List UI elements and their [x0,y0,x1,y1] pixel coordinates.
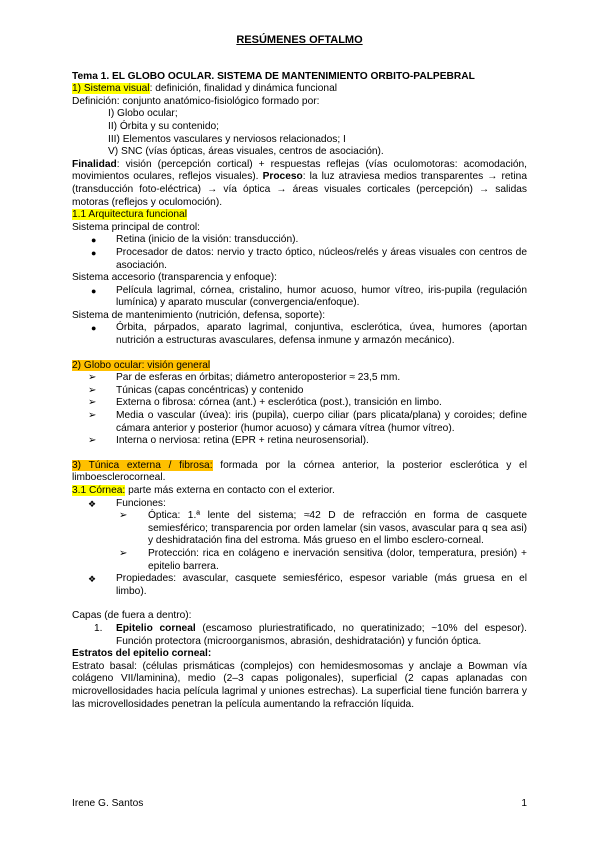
page-footer [72,798,527,809]
estratos-heading: Estratos del epitelio corneal: [72,648,212,660]
proceso-label: Proceso [262,171,303,183]
list-item: ➢ Protección: rica en colágeno e inervación sensitiva (dolor, temperatura, presión) + epitelio barrera. [72,548,527,573]
mantenimiento-label: Sistema de mantenimiento (nutrición, defensa, soporte): [72,309,326,321]
section-1-heading-rest: : definición, finalidad y dinámica funcional [149,83,338,95]
list-item: ➢ Media o vascular (úvea): iris (pupila), cuerpo ciliar (pars plicata/plana) y coroides; define cámara anterior y posterior (humor acuoso) y cámara vítrea (humor vítreo). [72,410,527,435]
definition-list [72,108,527,158]
section-1-1-highlight: 1.1 Arquitectura funcional [72,209,187,221]
topic-heading: Tema 1. EL GLOBO OCULAR. SISTEMA DE MANTENIMIENTO ORBITO-PALPEBRAL [72,70,475,82]
list-item: ● Procesador de datos: nervio y tracto óptico, núcleos/relés y áreas visuales con centros de asociación. [72,247,527,272]
section-1-heading [72,83,527,96]
section-3-heading-rest: formada por la córnea anterior, la posterior esclerótica y el limboesclerocorneal. [72,459,527,484]
section-1-1-heading [72,209,527,222]
finalidad-text: : visión (percepción cortical) + respuestas reflejas (vías oculomotoras: acomodación, movimientos oculares, reflejos visuales). [72,158,527,183]
item-bold: Epitelio corneal [116,622,196,634]
document-title: RESÚMENES OFTALMO [236,34,363,46]
list-item: ➢ Óptica: 1.ª lente del sistema; ≈42 D de refracción en forma de casquete semiesférico; transparencia por orden lamelar (sin vasos, avascular para q sea asi) y deshidratación fina del estroma. Más grueso en el limbo esclero-corneal. [72,510,527,548]
section-2-highlight: 2) Globo ocular: visión general [72,359,211,371]
list-item: ➢ Túnicas (capas concéntricas) y contenido [72,385,527,398]
finalidad-label: Finalidad [72,158,117,170]
document-page [72,34,527,711]
list-item: ➢ Interna o nerviosa: retina (EPR + retina neurosensorial). [72,435,527,448]
control-list [72,234,527,272]
list-item: ● Retina (inicio de la visión: transducción). [72,234,527,247]
definition-item: II) Órbita y su contenido; [108,120,219,132]
list-item: ➢ Externa o fibrosa: córnea (ant.) + esclerótica (post.), transición en limbo. [72,397,527,410]
list-item: ➢ Par de esferas en órbitas; diámetro anteroposterior ≈ 23,5 mm. [72,372,527,385]
cornea-highlight: 3.1 Córnea: [72,485,126,496]
page-number: 1 [521,798,527,809]
proceso-text: : la luz atraviesa medios transparentes → retina (transducción foto-eléctrica) → vía óptica → áreas visuales corticales (percepción) → salidas motoras (reflejos y oculomoción). [72,171,527,208]
accesorio-label: Sistema accesorio (transparencia y enfoque): [72,272,277,284]
funciones-list [72,510,527,573]
cornea-heading-rest: parte más externa en contacto con el exterior. [125,485,335,496]
capas-list [72,623,527,648]
item-number: 1. [94,622,103,634]
section-2-heading [72,360,527,373]
definition-text: Definición: conjunto anatómico-fisiológico formado por: [72,95,320,107]
list-item: ● Órbita, párpados, aparato lagrimal, conjuntiva, esclerótica, úvea, humores (aportan nutrición a estructuras avasculares, defensa inmune y armazón mecánico). [72,322,527,347]
section-3-highlight: 3) Túnica externa / fibrosa: [72,459,213,471]
section-2-list [72,372,527,448]
propiedades-list [72,573,527,598]
list-item: ● Película lagrimal, córnea, cristalino, humor acuoso, humor vítreo, iris-pupila (regulación lumínica) y aparato muscular (convergencia/enfoque). [72,285,527,310]
mantenimiento-list [72,322,527,347]
list-item: ❖ Propiedades: avascular, casquete semiesférico, espesor variable (más gruesa en el limbo). [72,573,527,598]
control-label: Sistema principal de control: [72,221,200,233]
section-3-heading [72,460,527,485]
footer-author: Irene G. Santos [72,798,144,809]
list-item [72,623,527,648]
definition-item: V) SNC (vías ópticas, áreas visuales, centros de asociación). [108,146,384,158]
accesorio-list [72,285,527,310]
finalidad-paragraph [72,159,527,209]
capas-label: Capas (de fuera a dentro): [72,610,192,622]
estratos-text: Estrato basal: (células prismáticas (complejos) con hemidesmosomas y anclaje a Bowman vía colágeno VII/laminina), medio (2–3 capas poligonales), superficial (2 capas aplanadas con microvellosidades hacia película lagrimal y uniones estrechas). La superficial tiene función barrera y las microvellosidades penetran la película aumentando la refracción líquida. [72,660,527,710]
list-item: ❖ Funciones: [72,498,527,511]
section-1-highlight: 1) Sistema visual [72,83,150,95]
definition-item: III) Elementos vasculares y nerviosos relacionados; I [108,133,346,145]
cornea-list [72,498,527,511]
item-text: (escamoso pluriestratificado, no queratinizado; ~10% del espesor). Función protectora (microorganismos, abrasión, deshidratación) y función óptica. [116,622,527,647]
cornea-heading [72,485,527,498]
definition-item: I) Globo ocular; [108,108,178,120]
